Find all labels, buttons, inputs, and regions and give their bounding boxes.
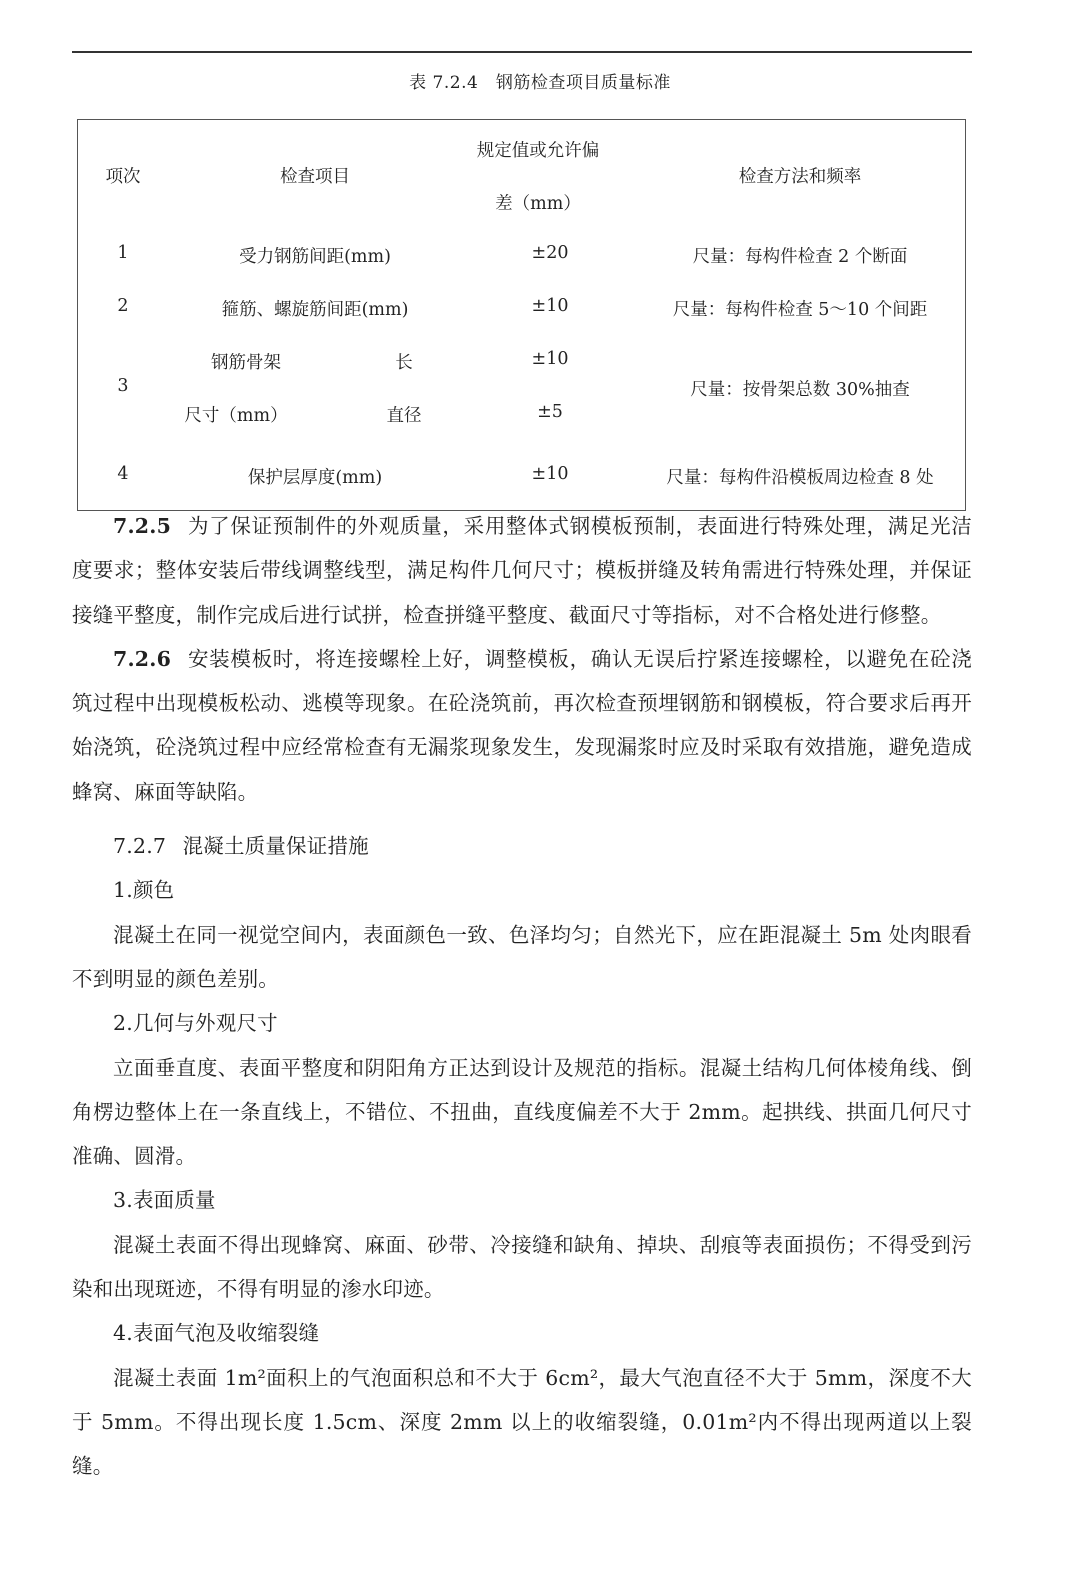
row3-item-line1: 钢筋骨架: [211, 353, 281, 373]
paragraph-text: 安装模板时，将连接螺栓上好，调整模板，确认无误后拧紧连接螺栓，以避免在砼浇筑过程中出现模板松动、逃模等现象。在砼浇筑前，再次检查预埋钢筋和钢模板，符合要求后再开始浇筑，砼浇筑过程中应经常检查有无漏浆现象发生，发现漏浆时应及时采取有效措施，避免造成蜂窝、麻面等缺陷。: [72, 646, 972, 804]
header-method: 检查方法和频率: [738, 167, 862, 187]
row3-item-line2: 尺寸（mm）: [184, 406, 288, 426]
row1-item: 受力钢筋间距(mm): [239, 247, 391, 267]
row2-tolerance: ±10: [531, 296, 569, 316]
row1-method: 尺量：每构件检查 2 个断面: [692, 247, 908, 267]
header-index: 项次: [105, 167, 141, 187]
item-heading: 2.几何与外观尺寸: [113, 1011, 278, 1036]
row3-tolerance-diameter: ±5: [537, 402, 563, 422]
row2-index: 2: [117, 296, 129, 316]
header-rule: [72, 51, 972, 53]
section-title: 混凝土质量保证措施: [182, 834, 369, 859]
row4-tolerance: ±10: [531, 464, 569, 484]
document-body: [72, 504, 972, 1489]
row4-method: 尺量：每构件沿模板周边检查 8 处: [666, 468, 934, 488]
section-number: 7.2.5: [113, 514, 172, 538]
rebar-quality-table: [77, 119, 966, 511]
row4-item: 保护层厚度(mm): [247, 468, 383, 488]
paragraph-7-2-5: [72, 504, 972, 637]
row2-method: 尺量：每构件检查 5～10 个间距: [672, 300, 928, 320]
item-heading: 1.颜色: [113, 878, 175, 903]
row3-method: 尺量：按骨架总数 30%抽查: [690, 380, 910, 400]
header-tolerance-line2: 差（mm）: [495, 194, 581, 214]
paragraph-7-2-6: [72, 637, 972, 814]
item-text: 立面垂直度、表面平整度和阴阳角方正达到设计及规范的指标。混凝土结构几何体棱角线、倒角楞边整体上在一条直线上，不错位、不扭曲，直线度偏差不大于 2mm。起拱线、拱面几何尺寸准确、圆滑。: [72, 1055, 972, 1169]
item-heading: 4.表面气泡及收缩裂缝: [113, 1321, 320, 1346]
row3-tolerance-length: ±10: [531, 349, 569, 369]
header-item: 检查项目: [280, 167, 350, 187]
section-7-2-7-title: [72, 824, 972, 868]
item-text: 混凝土表面不得出现蜂窝、麻面、砂带、冷接缝和缺角、掉块、刮痕等表面损伤；不得受到污染和出现斑迹，不得有明显的渗水印迹。: [72, 1232, 972, 1302]
item-heading: 3.表面质量: [113, 1188, 216, 1213]
row4-index: 4: [117, 464, 129, 484]
section-number: 7.2.7: [113, 834, 167, 859]
row2-item: 箍筋、螺旋筋间距(mm): [221, 300, 409, 320]
table-caption: 表 7.2.4 钢筋检查项目质量标准: [409, 73, 671, 93]
row3-sub-diameter: 直径: [386, 406, 422, 426]
row3-index: 3: [117, 376, 129, 396]
row1-index: 1: [117, 243, 129, 263]
row1-tolerance: ±20: [531, 243, 569, 263]
paragraph-text: 为了保证预制件的外观质量，采用整体式钢模板预制，表面进行特殊处理，满足光洁度要求；整体安装后带线调整线型，满足构件几何尺寸；模板拼缝及转角需进行特殊处理，并保证接缝平整度，制作完成后进行试拼，检查拼缝平整度、截面尺寸等指标，对不合格处进行修整。: [72, 514, 972, 627]
header-tolerance-line1: 规定值或允许偏: [476, 141, 600, 161]
section-number: 7.2.6: [113, 646, 172, 671]
row3-sub-length: 长: [395, 353, 413, 373]
item-text: 混凝土在同一视觉空间内，表面颜色一致、色泽均匀；自然光下，应在距混凝土 5m 处肉眼看不到明显的颜色差别。: [72, 922, 972, 991]
item-text: 混凝土表面 1m²面积上的气泡面积总和不大于 6cm²，最大气泡直径不大于 5mm，深度不大于 5mm。不得出现长度 1.5cm、深度 2mm 以上的收缩裂缝，0.01m²内不得出现两道以上裂缝。: [72, 1365, 972, 1479]
